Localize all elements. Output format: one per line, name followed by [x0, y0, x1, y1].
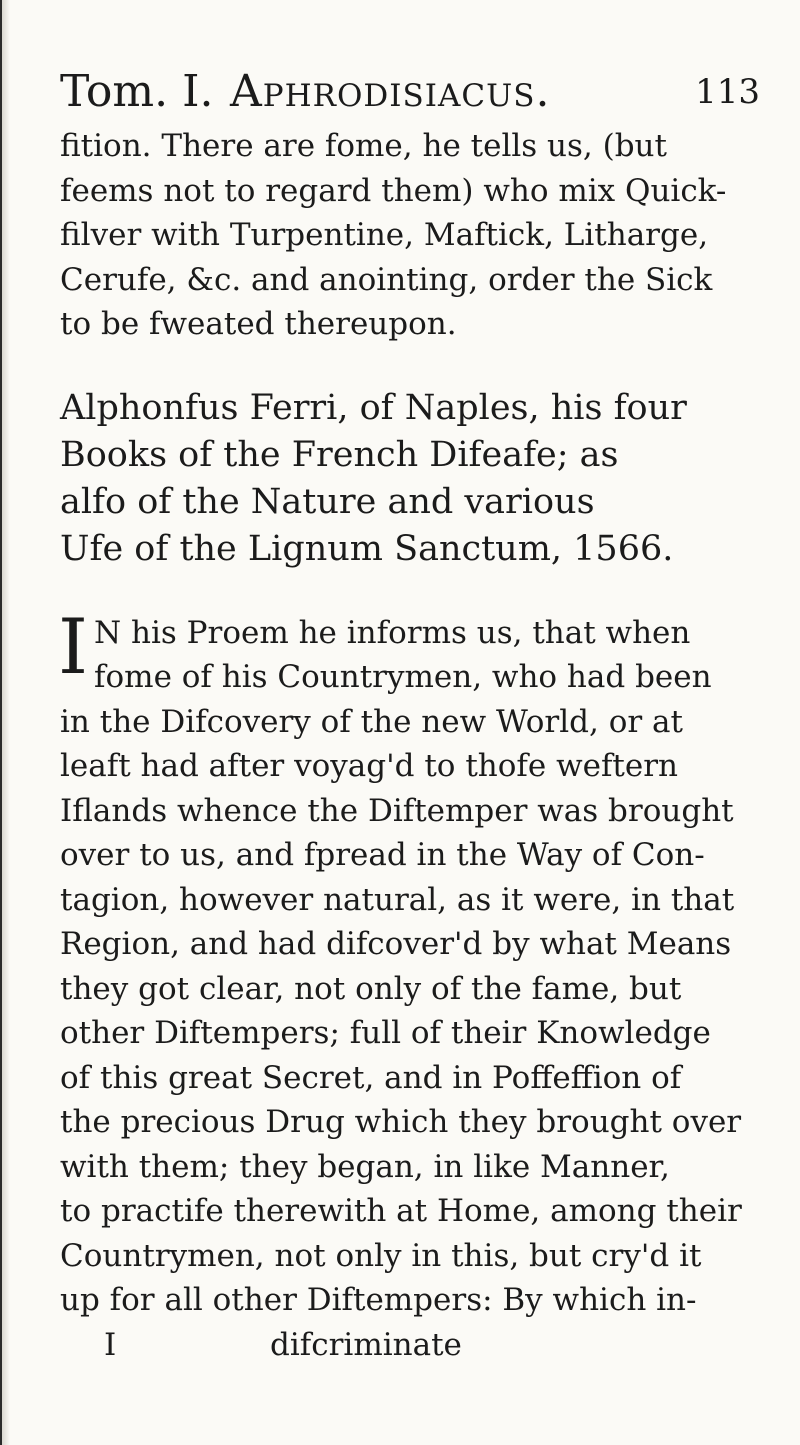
bibliographic-entry [60, 385, 760, 573]
text-line: N his Proem he informs us, that when [94, 614, 691, 651]
text-line: they got clear, not only of the fame, but [60, 970, 682, 1007]
text-line: Cerufe, &c. and anointing, order the Sick [60, 261, 713, 298]
paragraph-continued [60, 124, 760, 347]
entry-line: Alphonfus Ferri, of Naples, his four [60, 387, 687, 428]
entry-line: alfo of the Nature and various [60, 481, 595, 522]
text-line: Iflands whence the Diftemper was brought [60, 792, 734, 829]
book-page [60, 60, 760, 1367]
text-line: up for all other Diftempers: By which in- [60, 1282, 697, 1318]
text-line: fition. There are fome, he tells us, (but [60, 128, 667, 164]
page-number: 113 [695, 72, 760, 112]
text-line: filver with Turpentine, Maftick, Litharge, [60, 217, 709, 253]
text-line: feems not to regard them) who mix Quick- [60, 172, 727, 209]
text-line: leaft had after voyag'd to thofe weftern [60, 748, 679, 784]
text-line: tagion, however natural, as it were, in that [60, 881, 735, 918]
text-line: with them; they began, in like Manner, [60, 1148, 670, 1185]
text-line: to practife therewith at Home, among their [60, 1193, 742, 1229]
text-line: in the Difcovery of the new World, or at [60, 703, 683, 740]
entry-line: Books of the French Difeafe; as [60, 434, 619, 475]
text-line: Countrymen, not only in this, but cry'd it [60, 1237, 702, 1274]
proem-paragraph [58, 601, 760, 1323]
text-line: the precious Drug which they brought over [60, 1104, 742, 1140]
text-line: other Diftempers; full of their Knowledge [60, 1015, 711, 1051]
signature-mark: I [104, 1326, 117, 1363]
text-line: fome of his Countrymen, who had been [94, 659, 712, 695]
text-line: Region, and had difcover'd by what Means [60, 926, 732, 962]
text-line: to be fweated thereupon. [60, 306, 457, 342]
tome-label: Tom. I. [60, 66, 214, 117]
drop-capital: I [58, 601, 89, 691]
catchword: difcriminate [270, 1326, 462, 1363]
page-footer [60, 1323, 760, 1368]
binding-gutter [0, 0, 10, 1445]
text-line: of this great Secret, and in Poffeffion of [60, 1059, 682, 1096]
text-line: over to us, and fpread in the Way of Con- [60, 837, 705, 873]
running-title: Aphrodisiacus. [230, 66, 551, 117]
running-header [60, 60, 760, 124]
entry-line: Ufe of the Lignum Sanctum, 1566. [60, 528, 674, 569]
